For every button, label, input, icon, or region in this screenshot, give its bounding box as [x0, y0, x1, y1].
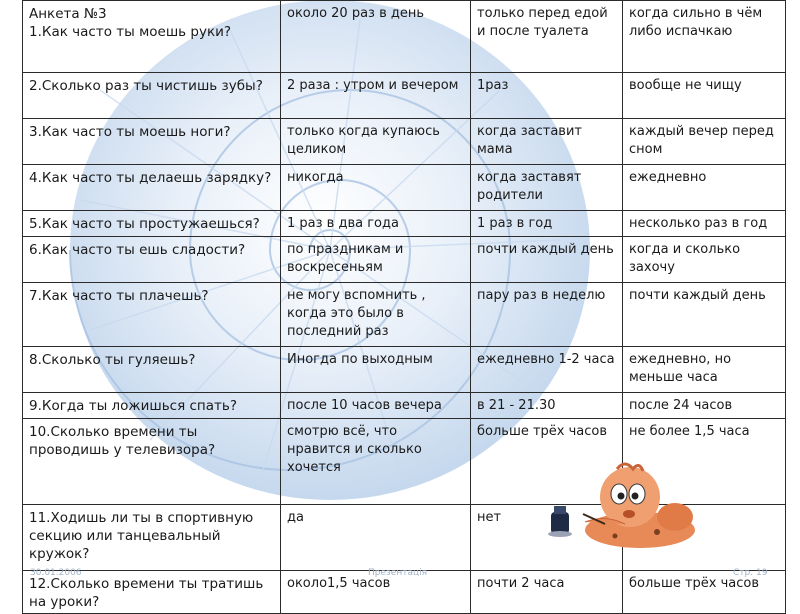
- answer-cell: в 21 - 21.30: [471, 393, 623, 419]
- answer-cell: почти каждый день: [623, 283, 786, 347]
- answer-cell: пару раз в неделю: [471, 283, 623, 347]
- table-row: [23, 347, 786, 393]
- question-cell: 2.Сколько раз ты чистишь зубы?: [23, 73, 281, 119]
- answer-cell: ежедневно, но меньше часа: [623, 347, 786, 393]
- answer-cell: 2 раза : утром и вечером: [281, 73, 471, 119]
- answer-cell: когда и сколько захочу: [623, 237, 786, 283]
- answer-cell: когда сильно в чём либо испачкаю: [623, 1, 786, 73]
- answer-cell: ежедневно: [623, 165, 786, 211]
- answer-cell: вообще не чищу: [623, 73, 786, 119]
- footer-date: 30.01.2006: [30, 568, 82, 578]
- table-row: [23, 119, 786, 165]
- answer-cell: ежедневно 1-2 часа: [471, 347, 623, 393]
- answer-cell: 1 раз в год: [471, 211, 623, 237]
- answer-cell: не могу вспомнить , когда это было в последний раз: [281, 283, 471, 347]
- question-cell: 3.Как часто ты моешь ноги?: [23, 119, 281, 165]
- answer-cell: почти каждый день: [471, 237, 623, 283]
- footer-center: Презентація: [368, 568, 428, 578]
- ink-bottle-icon: [548, 506, 572, 537]
- answer-cell: после 24 часов: [623, 393, 786, 419]
- answer-cell: Иногда по выходным: [281, 347, 471, 393]
- question-cell: 7.Как часто ты плачешь?: [23, 283, 281, 347]
- question-cell: 9.Когда ты ложишься спать?: [23, 393, 281, 419]
- question-cell: 10.Сколько времени ты проводишь у телевизора?: [23, 419, 281, 505]
- question-cell: 8.Сколько ты гуляешь?: [23, 347, 281, 393]
- table-row: [23, 73, 786, 119]
- answer-cell: около 20 раз в день: [281, 1, 471, 73]
- answer-cell: смотрю всё, что нравится и сколько хочется: [281, 419, 471, 505]
- answer-cell: каждый вечер перед сном: [623, 119, 786, 165]
- question-cell: Анкета №3 1.Как часто ты моешь руки?: [23, 1, 281, 73]
- answer-cell: не более 1,5 часа: [623, 419, 786, 505]
- answer-cell: около1,5 часов: [281, 571, 471, 614]
- question-cell: 6.Как часто ты ешь сладости?: [23, 237, 281, 283]
- answer-cell: только перед едой и после туалета: [471, 1, 623, 73]
- answer-cell: несколько раз в год: [623, 211, 786, 237]
- answer-cell: больше трёх часов: [623, 571, 786, 614]
- answer-cell: нет: [471, 505, 623, 571]
- answer-cell: когда заставит мама: [471, 119, 623, 165]
- table-row: [23, 165, 786, 211]
- table-row: [23, 393, 786, 419]
- footer-page: Стр. 19: [733, 568, 768, 578]
- answer-cell: 1раз: [471, 73, 623, 119]
- answer-cell: 1 раз в два года: [281, 211, 471, 237]
- question-cell: 5.Как часто ты простужаешься?: [23, 211, 281, 237]
- question-cell: 4.Как часто ты делаешь зарядку?: [23, 165, 281, 211]
- table-row: [23, 237, 786, 283]
- answer-cell: только когда купаюсь целиком: [281, 119, 471, 165]
- answer-cell: почти 2 часа: [471, 571, 623, 614]
- table-row: [23, 283, 786, 347]
- answer-cell: никогда: [281, 165, 471, 211]
- question-cell: 12.Сколько времени ты тратишь на уроки?: [23, 571, 281, 614]
- answer-cell: по праздникам и воскресеньям: [281, 237, 471, 283]
- answer-cell: после 10 часов вечера: [281, 393, 471, 419]
- table-row: [23, 1, 786, 73]
- answer-cell: когда заставят родители: [471, 165, 623, 211]
- question-cell: 11.Ходишь ли ты в спортивную секцию или танцевальный кружок?: [23, 505, 281, 571]
- answer-cell: больше трёх часов: [471, 419, 623, 505]
- table-row: [23, 211, 786, 237]
- baby-drawing-mascot: [545, 452, 705, 557]
- answer-cell: да: [281, 505, 471, 571]
